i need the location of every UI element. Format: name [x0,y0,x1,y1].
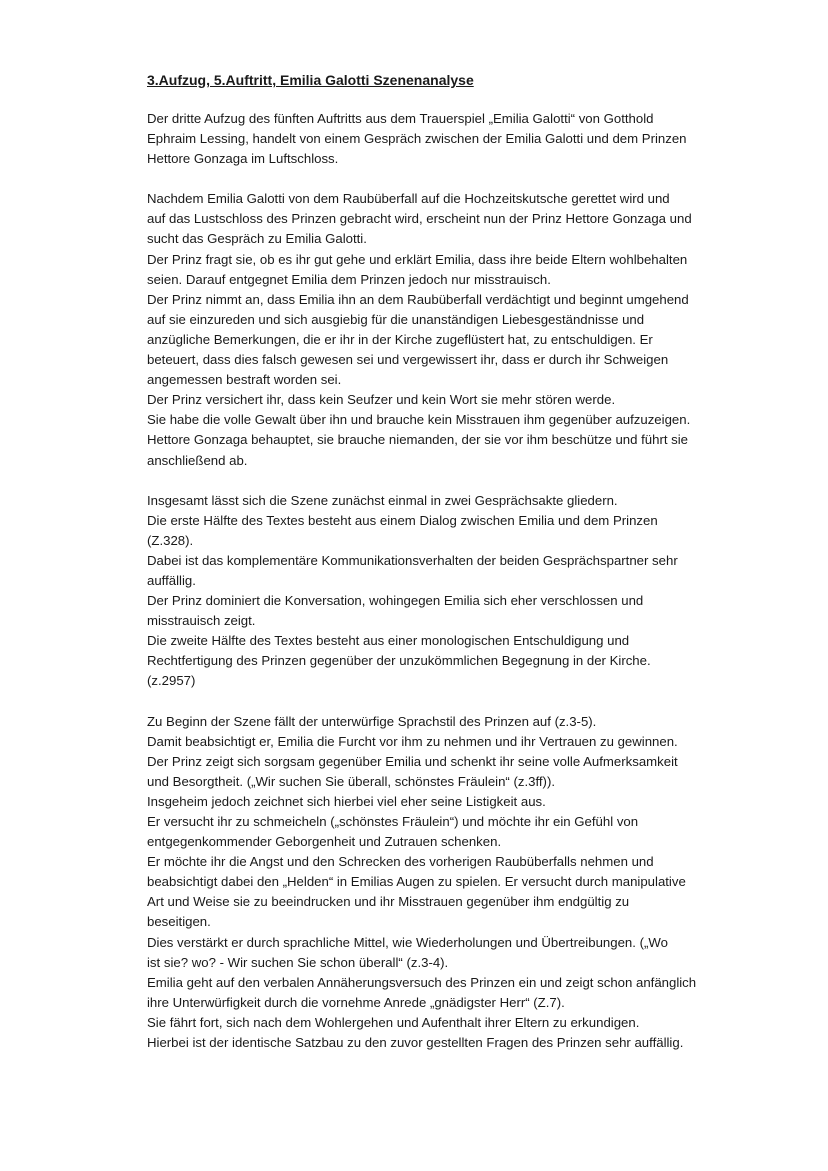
text-line: Insgesamt lässt sich die Szene zunächst einmal in zwei Gesprächsakte gliedern. [147,492,618,508]
text-line: angemessen bestraft worden sei. [147,372,342,388]
text-line: Die erste Hälfte des Textes besteht aus einem Dialog zwischen Emilia und dem Prinzen [147,512,658,528]
text-line: Ephraim Lessing, handelt von einem Gespräch zwischen der Emilia Galotti und dem Prinzen [147,131,687,147]
text-line: ist sie? wo? - Wir suchen Sie schon überall“ (z.3-4). [147,954,449,970]
text-line: anschließend ab. [147,452,248,468]
text-line: (z.2957) [147,673,196,689]
text-line: auf sie einzureden und sich ausgiebig für die unanständigen Liebesgeständnisse und [147,311,645,327]
document-page [147,70,747,1073]
paragraph [147,712,747,1054]
text-line: Rechtfertigung des Prinzen gegenüber der unzukömmlichen Begegnung in der Kirche. [147,653,651,669]
text-line: ihre Unterwürfigkeit durch die vornehme Anrede „gnädigster Herr“ (Z.7). [147,994,565,1010]
text-line: Der Prinz dominiert die Konversation, wohingegen Emilia sich eher verschlossen und [147,593,644,609]
document-body [147,109,747,1053]
text-line: Zu Beginn der Szene fällt der unterwürfige Sprachstil des Prinzen auf (z.3-5). [147,713,597,729]
paragraph [147,491,747,692]
text-line: beseitigen. [147,914,211,930]
text-line: Er versucht ihr zu schmeicheln („schönstes Fräulein“) und möchte ihr ein Gefühl von [147,814,639,829]
text-line: anzügliche Bemerkungen, die er ihr in der Kirche zugeflüstert hat, zu entschuldigen. Er [147,331,653,347]
text-line: entgegenkommender Geborgenheit und Zutrauen schenken. [147,834,502,850]
paragraph [147,109,747,169]
text-line: Sie fährt fort, sich nach dem Wohlergehen und Aufenthalt ihrer Eltern zu erkundigen. [147,1014,640,1030]
text-line: seien. Darauf entgegnet Emilia dem Prinzen jedoch nur misstrauisch. [147,271,551,287]
text-line: auffällig. [147,572,196,588]
text-line: Der Prinz fragt sie, ob es ihr gut gehe und erklärt Emilia, dass ihre beide Eltern wohlbehalten [147,251,688,267]
text-line: beabsichtigt dabei den „Helden“ in Emilias Augen zu spielen. Er versucht durch manipulative [147,874,686,890]
text-line: (Z.328). [147,532,194,548]
text-line: Der Prinz versichert ihr, dass kein Seufzer und kein Wort sie mehr stören werde. [147,392,616,408]
text-line: beteuert, dass dies falsch gewesen sei und vergewissert ihr, dass er durch ihr Schweigen [147,352,669,368]
text-line: Dies verstärkt er durch sprachliche Mittel, wie Wiederholungen und Übertreibungen. („Wo [147,934,668,950]
text-line: Hierbei ist der identische Satzbau zu den zuvor gestellten Fragen des Prinzen sehr auffällig. [147,1035,684,1051]
text-line: Sie habe die volle Gewalt über ihn und brauche kein Misstrauen ihm gegenüber aufzuzeigen. [147,412,691,428]
text-line: sucht das Gespräch zu Emilia Galotti. [147,231,367,247]
text-line: Hettore Gonzaga behauptet, sie brauche niemanden, der sie vor ihm beschütze und führt sie [147,432,689,448]
text-line: Dabei ist das komplementäre Kommunikationsverhalten der beiden Gesprächspartner sehr [147,552,678,568]
text-line: Emilia geht auf den verbalen Annäherungsversuch des Prinzen ein und zeigt schon anfänglich [147,974,697,990]
text-line: misstrauisch zeigt. [147,613,256,629]
text-line: Insgeheim jedoch zeichnet sich hierbei viel eher seine Listigkeit aus. [147,793,546,809]
text-line: und Besorgtheit. („Wir suchen Sie überall, schönstes Fräulein“ (z.3ff)). [147,773,556,789]
text-line: auf das Lustschloss des Prinzen gebracht wird, erscheint nun der Prinz Hettore Gonzaga und [147,211,692,227]
text-line: Er möchte ihr die Angst und den Schrecken des vorherigen Raubüberfalls nehmen und [147,854,654,870]
text-line: Hettore Gonzaga im Luftschloss. [147,151,339,167]
document-title: 3.Aufzug, 5.Auftritt, Emilia Galotti Szenenanalyse [147,72,474,88]
text-line: Der dritte Aufzug des fünften Auftritts aus dem Trauerspiel „Emilia Galotti“ von Gotthold [147,111,654,126]
text-line: Art und Weise sie zu beeindrucken und ihr Misstrauen gegenüber ihm endgültig zu [147,894,630,910]
text-line: Der Prinz nimmt an, dass Emilia ihn an dem Raubüberfall verdächtigt und beginnt umgehend [147,291,689,307]
text-line: Nachdem Emilia Galotti von dem Raubüberfall auf die Hochzeitskutsche gerettet wird und [147,191,670,207]
paragraph [147,189,747,470]
text-line: Der Prinz zeigt sich sorgsam gegenüber Emilia und schenkt ihr seine volle Aufmerksamkeit [147,753,678,769]
text-line: Die zweite Hälfte des Textes besteht aus einer monologischen Entschuldigung und [147,633,630,649]
text-line: Damit beabsichtigt er, Emilia die Furcht vor ihm zu nehmen und ihr Vertrauen zu gewinnen. [147,733,678,749]
